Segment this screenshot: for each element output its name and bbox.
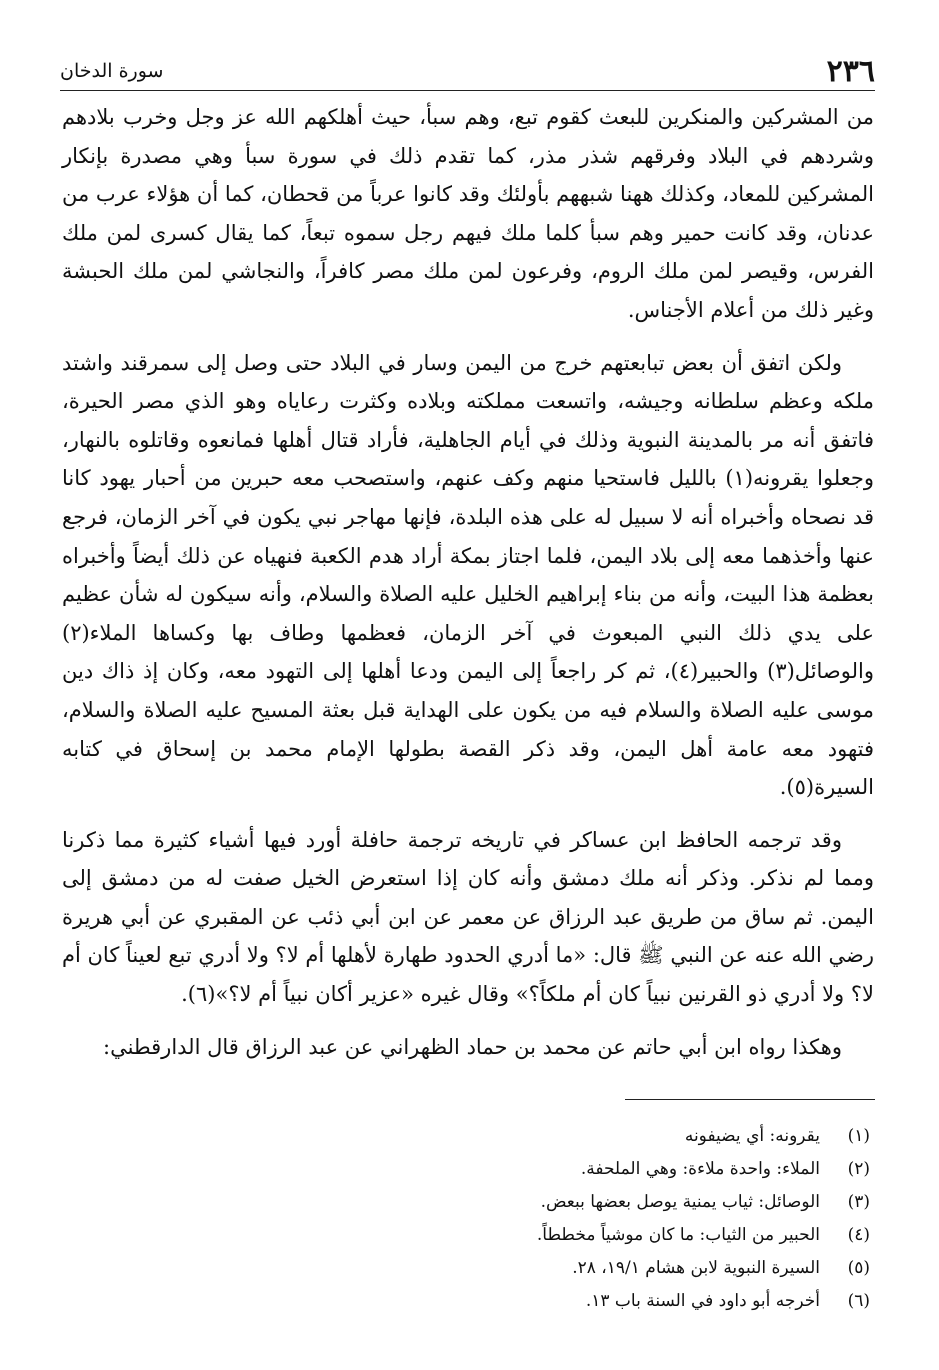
footnote-text: الوصائل: ثياب يمنية يوصل بعضها ببعض. xyxy=(540,1192,820,1212)
footnote-divider xyxy=(625,1099,875,1100)
paragraph: من المشركين والمنكرين للبعث كقوم تبع، وهم سبأ، حيث أهلكهم الله عز وجل وخرب بلادهم وشردهم في البلاد وفرقهم شذر مذر، كما تقدم ذلك في سورة سبأ وهي مصدرة بإنكار المشركين للمعاد، وكذلك ههنا شبههم بأولئك وقد كانوا عرباً من قحطان، كما أن هؤلاء عرب من عدنان، وقد كانت حمير وهم سبأ كلما ملك فيهم رجل سموه تبعاً، كما يقال كسرى لمن ملك الفرس، وقيصر لمن ملك الروم، وفرعون لمن ملك مصر كافراً، والنجاشي لمن ملك الحبشة وغير ذلك من أعلام الأجناس. xyxy=(62,105,874,322)
footnote-number: (١) xyxy=(847,1126,870,1146)
footnote-text: السيرة النبوية لابن هشام ١٩/١، ٢٨. xyxy=(572,1258,820,1278)
header-divider xyxy=(60,90,875,91)
footnote-number: (٥) xyxy=(847,1258,870,1278)
paragraph: وهكذا رواه ابن أبي حاتم عن محمد بن حماد الظهراني عن عبد الرزاق قال الدارقطني: xyxy=(103,1034,842,1059)
footnote-number: (٢) xyxy=(847,1159,870,1179)
footnote-item xyxy=(300,1285,870,1318)
footnote-number: (٦) xyxy=(847,1291,870,1311)
footnote-text: يقرونه: أي يضيفونه xyxy=(684,1126,820,1146)
main-text xyxy=(62,98,874,1080)
footnote-text: الحبير من الثياب: ما كان موشياً مخططاً. xyxy=(536,1225,820,1245)
footnote-item xyxy=(300,1153,870,1186)
footnote-text: الملاء: واحدة ملاءة: وهي الملحفة. xyxy=(580,1159,820,1179)
footnote-number: (٤) xyxy=(847,1225,870,1245)
footnotes xyxy=(300,1120,870,1318)
page-header xyxy=(60,52,875,92)
footnote-item xyxy=(300,1120,870,1153)
footnote-text: أخرجه أبو داود في السنة باب ١٣. xyxy=(585,1291,820,1311)
paragraph: ولكن اتفق أن بعض تبابعتهم خرج من اليمن وسار في البلاد حتى وصل إلى سمرقند واشتد ملكه وعظم سلطانه وجيشه، واتسعت مملكته وبلاده وكثرت رعاياه وهو الذي مصر الحيرة، فاتفق أنه مر بالمدينة النبوية وذلك في أيام الجاهلية، فأراد قتال أهلها فمانعوه وقاتلوه بالنهار، وجعلوا يقرونه(١) بالليل فاستحيا منهم وكف عنهم، واستصحب معه حبرين من أحبار يهود كانا قد نصحاه وأخبراه أنه لا سبيل له على هذه البلدة، فإنها مهاجر نبي يكون في آخر الزمان، فرجع عنها وأخذهما معه إلى بلاد اليمن، فلما اجتاز بمكة أراد هدم الكعبة فنهياه عن ذلك أيضاً وأخبراه بعظمة هذا البيت، وأنه من بناء إبراهيم الخليل عليه الصلاة والسلام، وأنه سيكون له شأن عظيم على يدي ذلك النبي المبعوث في آخر الزمان، فعظمها وطاف بها وكساها الملاء(٢) والوصائل(٣) والحبير(٤)، ثم كر راجعاً إلى اليمن ودعا أهلها إلى التهود معه، وكان إذ ذاك دين موسى عليه الصلاة والسلام فيه من يكون على الهداية قبل بعثة المسيح عليه الصلاة والسلام، فتهود معه عامة أهل اليمن، وقد ذكر القصة بطولها الإمام محمد بن إسحاق في كتابه السيرة(٥). xyxy=(62,350,874,800)
footnote-item xyxy=(300,1252,870,1285)
running-title: سورة الدخان xyxy=(60,60,164,82)
footnote-number: (٣) xyxy=(847,1192,870,1212)
footnote-item xyxy=(300,1186,870,1219)
footnote-item xyxy=(300,1219,870,1252)
paragraph: وقد ترجمه الحافظ ابن عساكر في تاريخه ترجمة حافلة أورد فيها أشياء كثيرة مما ذكرنا ومما لم نذكر. وذكر أنه ملك دمشق وأنه كان إذا استعرض الخيل صفت له من دمشق إلى اليمن. ثم ساق من طريق عبد الرزاق عن معمر عن ابن أبي ذئب عن المقبري عن أبي هريرة رضي الله عنه عن النبي ﷺ قال: «ما أدري الحدود طهارة لأهلها أم لا؟ ولا أدري تبع لعيناً كان أم لا؟ ولا أدري ذو القرنين نبياً كان أم ملكاً؟» وقال غيره «عزير أكان نبياً أم لا؟»(٦). xyxy=(62,827,874,1007)
page-number: ٢٣٦ xyxy=(826,54,875,89)
